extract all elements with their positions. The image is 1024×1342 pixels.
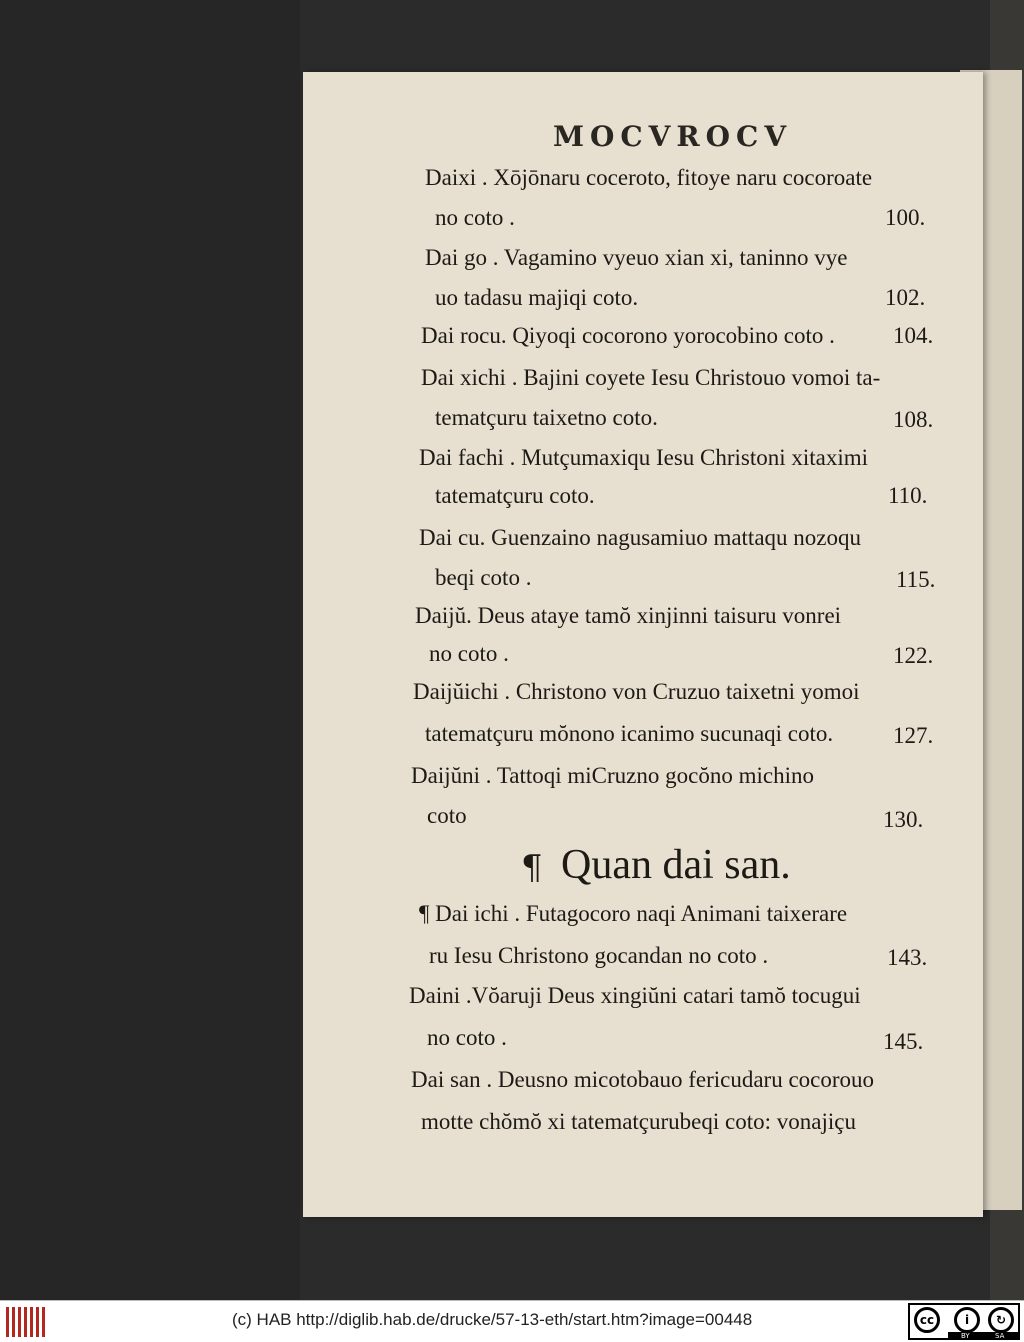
entry-6-line-1: Dai cu. Guenzaino nagusamiuo mattaqu nozoqu [419, 525, 861, 550]
entry-4-line-2: tematçuru taixetno coto. [435, 405, 658, 430]
entry-11-line-2: no coto . [427, 1025, 507, 1050]
entry-10-line-1: ¶ Dai ichi . Futagocoro naqi Animani taixerare [419, 901, 848, 926]
entry-3-page: 104. [893, 323, 934, 348]
cc-icon: cc [914, 1307, 940, 1333]
footer-bar [0, 1300, 1024, 1342]
entry-12-line-2: motte chŏmŏ xi tatematçurubeqi coto: vonajiçu [421, 1109, 856, 1134]
entry-1-page: 100. [885, 205, 926, 230]
entry-8-page: 127. [893, 723, 934, 748]
entry-2-line-2: uo tadasu majiqi coto. [435, 285, 639, 310]
entry-5-page: 110. [888, 483, 928, 508]
entry-2-line-1: Dai go . Vagamino vyeuo xian xi, taninno vye [425, 245, 848, 270]
entry-10-line-2: ru Iesu Christono gocandan no coto . [429, 943, 769, 968]
cc-by-label: BY [958, 1332, 973, 1340]
footer-credit-link[interactable]: (c) HAB http://diglib.hab.de/drucke/57-13-eth/start.htm?image=00448 [232, 1310, 753, 1329]
dark-background-left [0, 0, 300, 1300]
cc-sa-label: SA [992, 1332, 1007, 1340]
entry-4-page: 108. [893, 407, 934, 432]
cc-license-badge[interactable] [908, 1303, 1020, 1340]
entry-7-line-1: Daijŭ. Deus ataye tamŏ xinjinni taisuru vonrei [415, 603, 842, 628]
entry-6-page: 115. [896, 567, 936, 592]
entry-8-line-1: Daijŭichi . Christono von Cruzuo taixetni yomoi [413, 679, 860, 704]
entry-8-line-2: tatematçuru mŏnono icanimo sucunaqi coto. [425, 721, 834, 746]
entry-12-line-1: Dai san . Deusno micotobauo fericudaru cocorouo [411, 1067, 875, 1092]
entry-7-line-2: no coto . [429, 641, 509, 666]
share-alike-icon: ↻ [988, 1307, 1014, 1333]
entry-9-line-1: Daijŭni . Tattoqi miCruzno gocŏno michino [411, 763, 814, 788]
entry-5-line-2: tatematçuru coto. [435, 483, 595, 508]
running-head: MOCVROCV [553, 120, 793, 153]
entry-4-line-1: Dai xichi . Bajini coyete Iesu Christouo vomoi ta- [421, 365, 881, 390]
entry-5-line-1: Dai fachi . Mutçumaxiqu Iesu Christoni xitaximi [419, 445, 869, 470]
entry-9-page: 130. [883, 807, 924, 832]
entry-3-line-1: Dai rocu. Qiyoqi cocorono yorocobino coto . [421, 323, 835, 348]
entry-1-line-1: Daixi . Xōjōnaru coceroto, fitoye naru cocoroate [425, 165, 873, 190]
entry-6-line-2: beqi coto . [435, 565, 532, 590]
entry-10-page: 143. [887, 945, 928, 970]
entry-7-page: 122. [893, 643, 934, 668]
section-pilcrow: ¶ [521, 848, 543, 888]
entry-9-line-2: coto [427, 803, 467, 828]
entry-11-line-1: Daini .Vŏaruji Deus xingiŭni catari tamŏ tocugui [409, 983, 861, 1008]
book-page [303, 72, 983, 1217]
hab-logo-icon [6, 1307, 46, 1337]
attribution-icon: i [954, 1307, 980, 1333]
entry-2-page: 102. [885, 285, 926, 310]
section-heading: Quan dai san. [561, 842, 791, 888]
entry-1-line-2: no coto . [435, 205, 515, 230]
entry-11-page: 145. [883, 1029, 924, 1054]
